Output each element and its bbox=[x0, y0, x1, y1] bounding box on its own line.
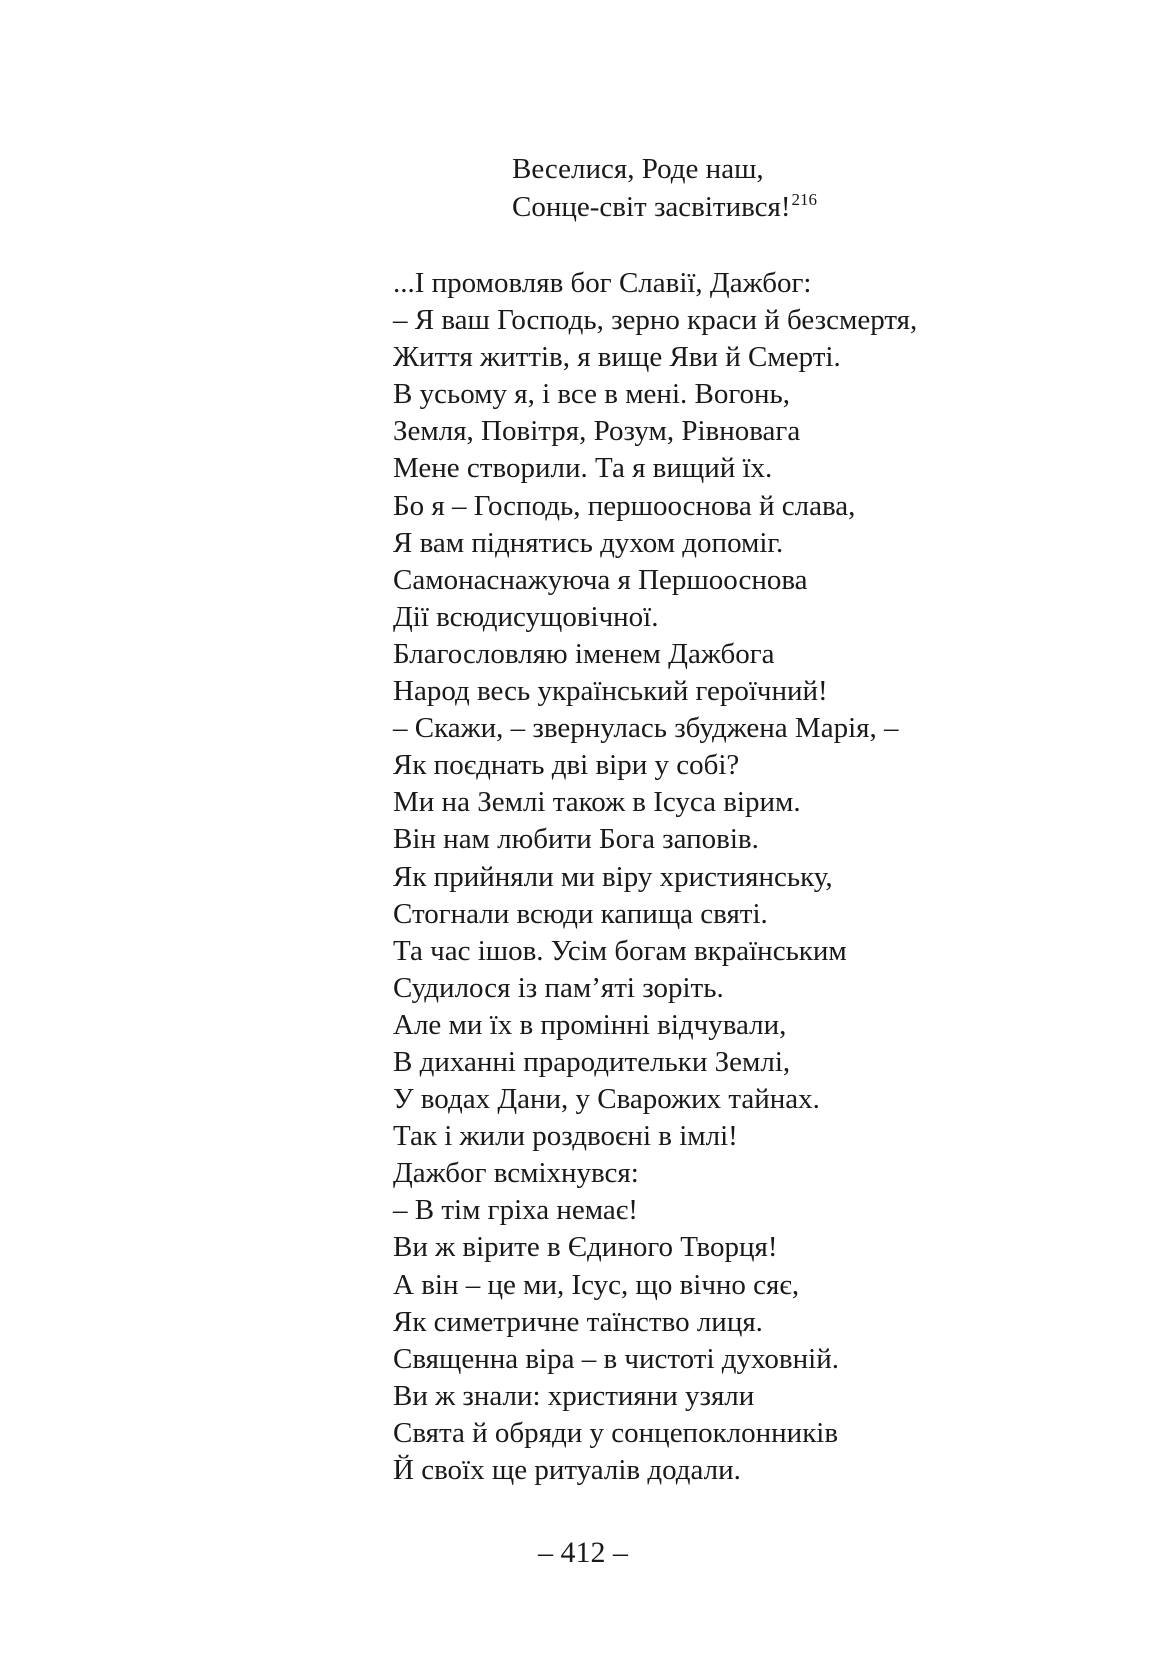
poem-line: Але ми їх в промінні відчували, bbox=[393, 1008, 787, 1041]
poem-line: Дії всюдисущовічної. bbox=[393, 600, 659, 633]
epigraph-line bbox=[512, 188, 817, 226]
poem-line: – Скажи, – звернулась збуджена Марія, – bbox=[393, 712, 899, 745]
poem-line: В усьому я, і все в мені. Вогонь, bbox=[393, 378, 791, 411]
poem-line: Самонаснажуюча я Першооснова bbox=[393, 563, 808, 596]
poem-line: Й своїх ще ритуалів додали. bbox=[393, 1454, 741, 1486]
poem-line: Земля, Повітря, Розум, Рівновага bbox=[393, 415, 801, 448]
poem-line: Як прийняли ми віру християнську, bbox=[393, 860, 833, 893]
footnote-reference: 216 bbox=[791, 190, 817, 209]
poem-line: Бо я – Господь, першооснова й слава, bbox=[393, 489, 856, 522]
poem-line: Народ весь український героїчний! bbox=[393, 675, 828, 708]
poem-line: Благословляю іменем Дажбога bbox=[393, 637, 775, 670]
poem-line: Ви ж знали: християни узяли bbox=[393, 1379, 755, 1412]
poem-line: Мене створили. Та я вищий їх. bbox=[393, 452, 773, 485]
poem-line: В диханні прародительки Землі, bbox=[393, 1045, 791, 1078]
poem-line: Судилося із пам’яті зоріть. bbox=[393, 971, 724, 1004]
poem-line: Та час ішов. Усім богам вкраїнським bbox=[393, 934, 847, 967]
poem-line: Ви ж вірите в Єдиного Творця! bbox=[393, 1231, 778, 1264]
poem-line: А він – це ми, Ісус, що вічно сяє, bbox=[393, 1268, 800, 1301]
poem-line: Свята й обряди у сонцепоклонників bbox=[393, 1416, 839, 1449]
epigraph-line: Веселися, Роде наш, bbox=[512, 153, 764, 185]
poem-line: Стогнали всюди капища святі. bbox=[393, 897, 768, 930]
poem-text bbox=[393, 265, 917, 1489]
poem-line: Я вам піднятись духом допоміг. bbox=[393, 526, 784, 559]
poem-line: Він нам любити Бога заповів. bbox=[393, 823, 759, 856]
poem-line: Священна віра – в чистоті духовній. bbox=[393, 1342, 839, 1375]
page-number: – 412 – bbox=[538, 1536, 628, 1569]
poem-line: Життя життів, я вище Яви й Смерті. bbox=[393, 341, 841, 374]
poem-line: Ми на Землі також в Ісуса вірим. bbox=[393, 786, 801, 819]
epigraph bbox=[512, 150, 817, 226]
poem-line: У водах Дани, у Сварожих тайнах. bbox=[393, 1083, 820, 1116]
epigraph-line-text: Сонце-світ засвітився! bbox=[512, 191, 791, 223]
poem-line: – В тім гріха немає! bbox=[393, 1194, 638, 1227]
poem-line: Дажбог всміхнувся: bbox=[393, 1157, 639, 1190]
poem-line: – Я ваш Господь, зерно краси й безсмертя, bbox=[393, 304, 918, 337]
poem-line: ...І промовляв бог Славії, Дажбог: bbox=[393, 267, 812, 299]
poem-line: Так і жили роздвоєні в імлі! bbox=[393, 1120, 738, 1153]
poem-line: Як поєднать дві віри у собі? bbox=[393, 749, 740, 782]
poem-line: Як симетричне таїнство лиця. bbox=[393, 1305, 763, 1338]
